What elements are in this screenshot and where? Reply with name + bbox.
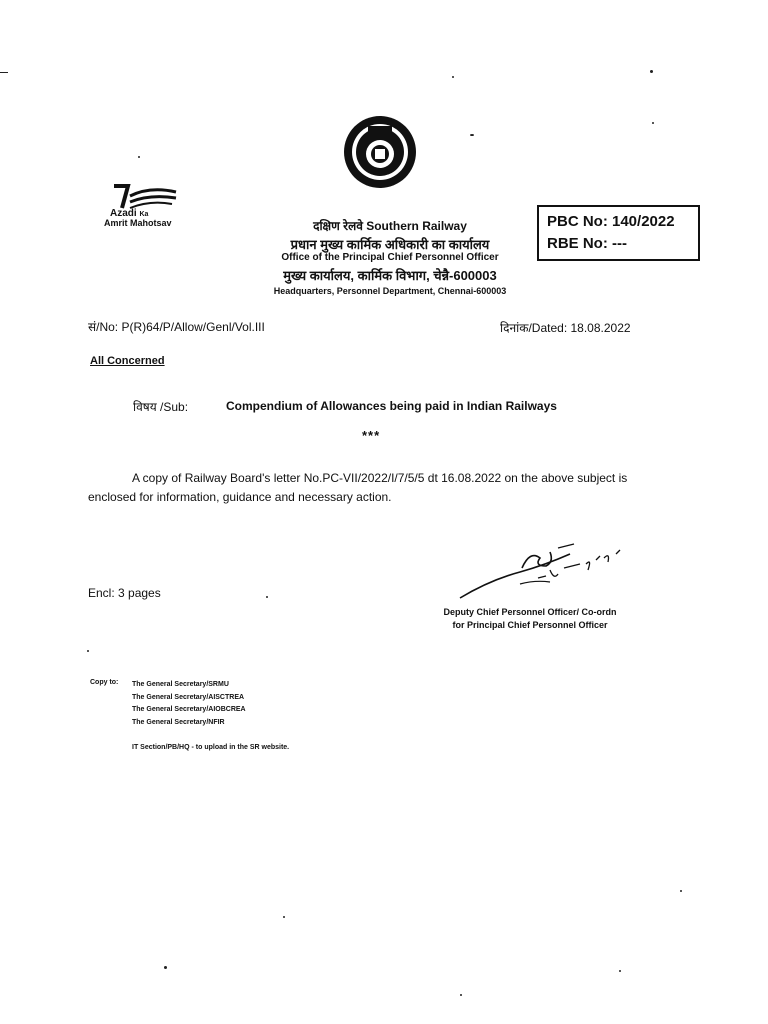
scan-speck xyxy=(652,122,654,124)
addressee: All Concerned xyxy=(90,355,165,367)
header-southern-railway: दक्षिण रेलवे Southern Railway xyxy=(313,219,467,233)
railway-emblem xyxy=(342,114,418,190)
scan-speck xyxy=(164,966,167,969)
scan-speck xyxy=(452,76,454,78)
copy-recipient: The General Secretary/SRMU xyxy=(132,681,229,688)
scan-speck xyxy=(0,72,8,73)
rbe-number: RBE No: --- xyxy=(547,235,627,252)
pbc-rbe-box xyxy=(537,205,700,261)
subject-text: Compendium of Allowances being paid in Indian Railways xyxy=(226,399,557,413)
copy-recipient: The General Secretary/AISCTREA xyxy=(132,693,245,701)
scan-speck xyxy=(138,156,140,158)
scan-speck xyxy=(266,596,268,598)
copy-recipient: The General Secretary/AIOBCREA xyxy=(132,706,246,713)
header-hq-hindi: मुख्य कार्यालय, कार्मिक विभाग, चेन्नै-600003 xyxy=(283,268,497,283)
scan-speck xyxy=(470,134,474,136)
header-office-hindi: प्रधान मुख्य कार्मिक अधिकारी का कार्यालय xyxy=(290,237,490,252)
pbc-number: PBC No: 140/2022 xyxy=(547,213,675,230)
scan-speck xyxy=(650,70,653,73)
header-hq-english: Headquarters, Personnel Department, Chennai-600003 xyxy=(273,286,507,296)
separator: *** xyxy=(362,428,381,443)
handwritten-signature xyxy=(450,540,650,605)
logo-azadi: Azadi xyxy=(110,208,137,219)
header-office-english: Office of the Principal Chief Personnel Officer xyxy=(281,252,499,263)
copy-recipient: The General Secretary/NFIR xyxy=(132,718,225,726)
copy-to-list xyxy=(132,679,246,729)
letter-date: दिनांक/Dated: 18.08.2022 xyxy=(500,321,631,335)
subject-label: विषय /Sub: xyxy=(133,400,189,414)
copy-to-label: Copy to: xyxy=(90,679,119,686)
signatory-block xyxy=(410,606,650,632)
scan-speck xyxy=(87,650,89,652)
scan-speck xyxy=(283,916,285,918)
signatory-designation: Deputy Chief Personnel Officer/ Co-ordn xyxy=(443,607,617,617)
body-paragraph: A copy of Railway Board's letter No.PC-VII/2022/I/7/5/5 dt 16.08.2022 on the above subject is enclosed for information, guidance and necessary action. xyxy=(88,471,628,504)
enclosure: Encl: 3 pages xyxy=(88,586,161,600)
it-section-note: IT Section/PB/HQ - to upload in the SR website. xyxy=(132,744,290,751)
scan-speck xyxy=(680,890,682,892)
scan-speck xyxy=(460,994,462,996)
azadi-ka-amrit-mahotsav-logo xyxy=(104,184,184,228)
signatory-for: for Principal Chief Personnel Officer xyxy=(452,620,608,630)
scan-speck xyxy=(619,970,621,972)
logo-amrit-mahotsav: Amrit Mahotsav xyxy=(104,218,172,228)
logo-ka: Ka xyxy=(139,211,149,218)
reference-number: सं/No: P(R)64/P/Allow/Genl/Vol.III xyxy=(88,320,265,334)
